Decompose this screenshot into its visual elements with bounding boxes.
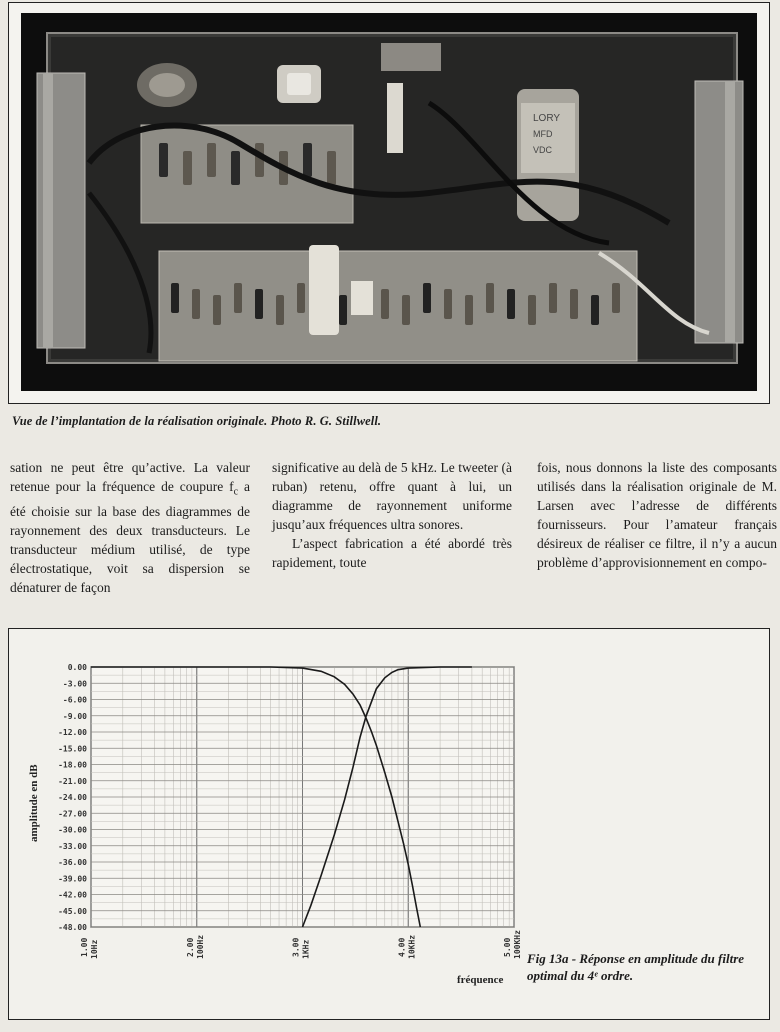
y-tick-label: -18.00	[58, 760, 87, 770]
column-2-paragraph-1: significative au delà de 5 kHz. Le tweeter (à ruban) retenu, offre quant à lui, un diagramme de rayonnement uniforme jusqu’aux fréquences ultra sonores.	[272, 460, 512, 532]
figure-panel	[8, 628, 770, 1020]
y-tick-label: -33.00	[58, 841, 87, 851]
x-tick-label: 4.00	[397, 937, 407, 957]
capacitor-label-1: LORY	[533, 113, 561, 124]
y-tick-label: -12.00	[58, 728, 87, 737]
y-tick-label: -45.00	[58, 906, 87, 916]
y-tick-label: -15.00	[58, 744, 87, 754]
y-tick-label: -9.00	[62, 711, 87, 721]
column-2	[272, 458, 512, 572]
y-tick-label: -39.00	[58, 874, 87, 884]
x-axis-label: fréquence	[457, 974, 504, 986]
column-3-paragraph: fois, nous donnons la liste des composants utilisés dans la réalisation originale de M. Larsen avec l’adresse de différents fournisseurs. Pour l’amateur français désireux de réaliser ce filtre, il n’y a aucun problème d’approvisionnement en compo-	[537, 460, 777, 570]
capacitor-label-2: MFD	[533, 129, 553, 139]
x-tick-label: 100Hz	[195, 934, 205, 959]
article-text	[10, 458, 777, 610]
column-2-paragraph-2: L’aspect fabrication a été abordé très rapidement, toute	[272, 536, 512, 570]
photo-caption: Vue de l’implantation de la réalisation originale. Photo R. G. Stillwell.	[12, 414, 382, 428]
y-tick-label: -21.00	[58, 776, 87, 786]
x-tick-label: 10Hz	[90, 939, 99, 959]
circuit-photo	[8, 2, 770, 404]
y-tick-label: -3.00	[62, 679, 87, 689]
y-tick-label: -48.00	[58, 923, 87, 932]
chart-grid	[91, 667, 514, 927]
y-tick-label: -27.00	[58, 809, 87, 819]
x-tick-labels	[80, 930, 522, 959]
circuit-photo-image	[9, 3, 769, 403]
y-axis-label: amplitude en dB	[28, 764, 40, 842]
x-tick-label: 2.00	[185, 937, 195, 957]
x-tick-label: 5.00	[503, 937, 512, 957]
x-tick-label: 10KHz	[407, 934, 417, 959]
column-3	[537, 458, 777, 572]
column-1	[10, 458, 250, 597]
x-tick-label: 3.00	[291, 937, 301, 957]
figure-caption: Fig 13a - Réponse en amplitude du filtre optimal du 4ᵉ ordre.	[527, 951, 745, 983]
capacitor-label-3: VDC	[533, 145, 553, 155]
x-tick-label: 1.00	[80, 937, 89, 957]
y-tick-label: 0.00	[67, 663, 87, 672]
y-tick-label: -30.00	[58, 825, 87, 835]
column-1-paragraph: sation ne peut être qu’active. La valeur retenue pour la fréquence de coupure $f_c$ a été choisie sur la base des diagrammes de rayonnement des deux transducteurs. Le transducteur médium utilisé, de type électrostatique, voit sa dispersion se dénaturer de façon	[10, 460, 251, 595]
y-tick-label: -24.00	[58, 793, 87, 802]
x-tick-label: 100KHz	[513, 930, 522, 959]
y-tick-label: -36.00	[58, 858, 87, 867]
y-tick-label: -6.00	[62, 695, 87, 705]
y-tick-labels	[58, 663, 87, 932]
y-tick-label: -42.00	[58, 890, 87, 900]
x-tick-label: 1KHz	[301, 939, 311, 959]
